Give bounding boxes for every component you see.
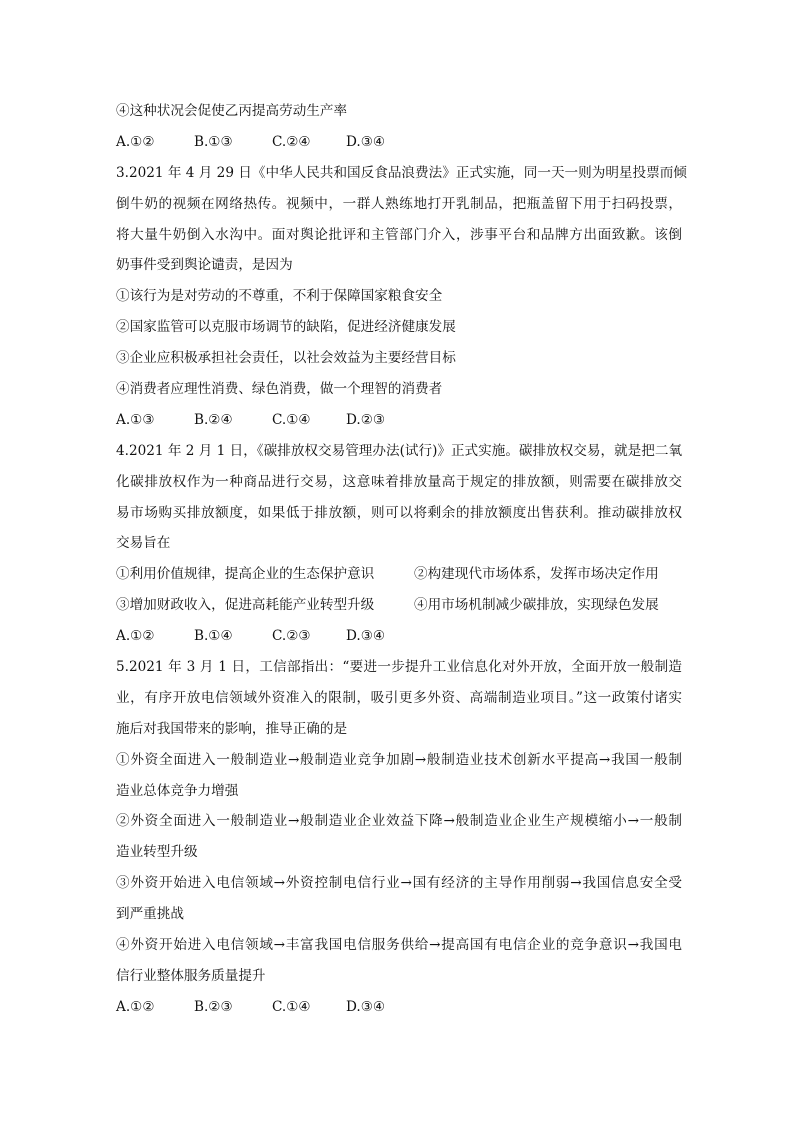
q3-item-2: ②国家监管可以克服市场调节的缺陷，促进经济健康发展 (116, 319, 456, 336)
q3-option-d[interactable]: D.②③ (346, 411, 386, 428)
q4-stem-line-3: 易市场购买排放额度，如果低于排放额，则可以将剩余的排放额度出售获利。推动碳排放权 (116, 504, 682, 521)
q4-option-a[interactable]: A.①② (116, 628, 155, 645)
q3-stem-line-1: 3.2021 年 4 月 29 日《中华人民共和国反食品浪费法》正式实施，同一天一则为明星投票而倾 (116, 164, 687, 181)
q3-stem-line-4: 奶事件受到舆论谴责，是因为 (116, 257, 293, 274)
exam-page (116, 96, 687, 1023)
q5-stem-line-2: 业，有序开放电信领域外资准入的限制，吸引更多外资、高端制造业项目。”这一政策付诸实 (116, 689, 682, 706)
q5-item-2-line-2: 造业转型升级 (116, 844, 198, 861)
q5-option-d[interactable]: D.③④ (346, 998, 386, 1015)
q4-stem-line-4: 交易旨在 (116, 535, 171, 552)
q4-item-2: ②构建现代市场体系，发挥市场决定作用 (414, 566, 659, 583)
q4-items-row-2 (116, 590, 682, 621)
q4-stem-line-1: 4.2021 年 2 月 1 日，《碳排放权交易管理办法(试行)》正式实施。碳排放权交易，就是把二氧 (116, 442, 683, 459)
q3-option-c[interactable]: C.①④ (272, 411, 311, 428)
q2-item-4: ④这种状况会促使乙丙提高劳动生产率 (116, 103, 348, 119)
q4-options (116, 621, 682, 652)
q5-item-1-line-1: ①外资全面进入一般制造业→般制造业竞争加剧→般制造业技术创新水平提高→我国一般制 (116, 751, 682, 768)
q5-item-3-line-2: 到严重挑战 (116, 906, 184, 923)
q2-option-b[interactable]: B.①③ (194, 133, 233, 150)
q4-items-row-1 (116, 559, 682, 590)
q5-item-4-line-2: 信行业整体服务质量提升 (116, 967, 266, 984)
q5-options (116, 992, 682, 1023)
q5-stem-line-1: 5.2021 年 3 月 1 日，工信部指出：“要进一步提升工业信息化对外开放，全面开放一般制造 (116, 659, 682, 676)
q2-option-a[interactable]: A.①② (116, 133, 155, 150)
q2-options (116, 127, 682, 158)
q4-option-c[interactable]: C.②③ (272, 628, 311, 645)
q5-option-c[interactable]: C.①④ (272, 998, 311, 1015)
q5-item-4-line-1: ④外资开始进入电信领域→丰富我国电信服务供给→提高国有电信企业的竞争意识→我国电 (116, 937, 682, 954)
q5-option-a[interactable]: A.①② (116, 998, 155, 1015)
q4-item-1: ①利用价值规律，提高企业的生态保护意识 (116, 566, 375, 583)
q4-item-3: ③增加财政收入，促进高耗能产业转型升级 (116, 597, 375, 614)
q3-option-a[interactable]: A.①③ (116, 411, 155, 428)
q5-option-b[interactable]: B.②③ (194, 998, 233, 1015)
q3-item-1: ①该行为是对劳动的不尊重，不利于保障国家粮食安全 (116, 288, 443, 305)
q3-option-b[interactable]: B.②④ (194, 411, 233, 428)
q2-option-c[interactable]: C.②④ (272, 133, 311, 150)
q3-stem-line-2: 倒牛奶的视频在网络热传。视频中，一群人熟练地打开乳制品，把瓶盖留下用于扫码投票， (116, 195, 682, 212)
q4-option-d[interactable]: D.③④ (346, 628, 386, 645)
q3-item-3: ③企业应积极承担社会责任，以社会效益为主要经营目标 (116, 350, 456, 367)
q4-item-4: ④用市场机制减少碳排放，实现绿色发展 (414, 597, 659, 614)
q3-options (116, 405, 682, 436)
q3-stem-line-3: 将大量牛奶倒入水沟中。面对舆论批评和主管部门介入，涉事平台和品牌方出面致歉。该倒 (116, 226, 682, 243)
q5-item-1-line-2: 造业总体竞争力增强 (116, 782, 239, 799)
q5-item-2-line-1: ②外资全面进入一般制造业→般制造业企业效益下降→般制造业企业生产规模缩小→一般制 (116, 813, 682, 830)
q2-option-d[interactable]: D.③④ (346, 133, 386, 150)
q3-item-4: ④消费者应理性消费、绿色消费，做一个理智的消费者 (116, 381, 443, 398)
q4-stem-line-2: 化碳排放权作为一种商品进行交易，这意味着排放量高于规定的排放额，则需要在碳排放交 (116, 473, 682, 490)
q5-item-3-line-1: ③外资开始进入电信领域→外资控制电信行业→国有经济的主导作用削弱→我国信息安全受 (116, 875, 682, 892)
q4-option-b[interactable]: B.①④ (194, 628, 233, 645)
q5-stem-line-3: 施后对我国带来的影响，推导正确的是 (116, 720, 348, 737)
